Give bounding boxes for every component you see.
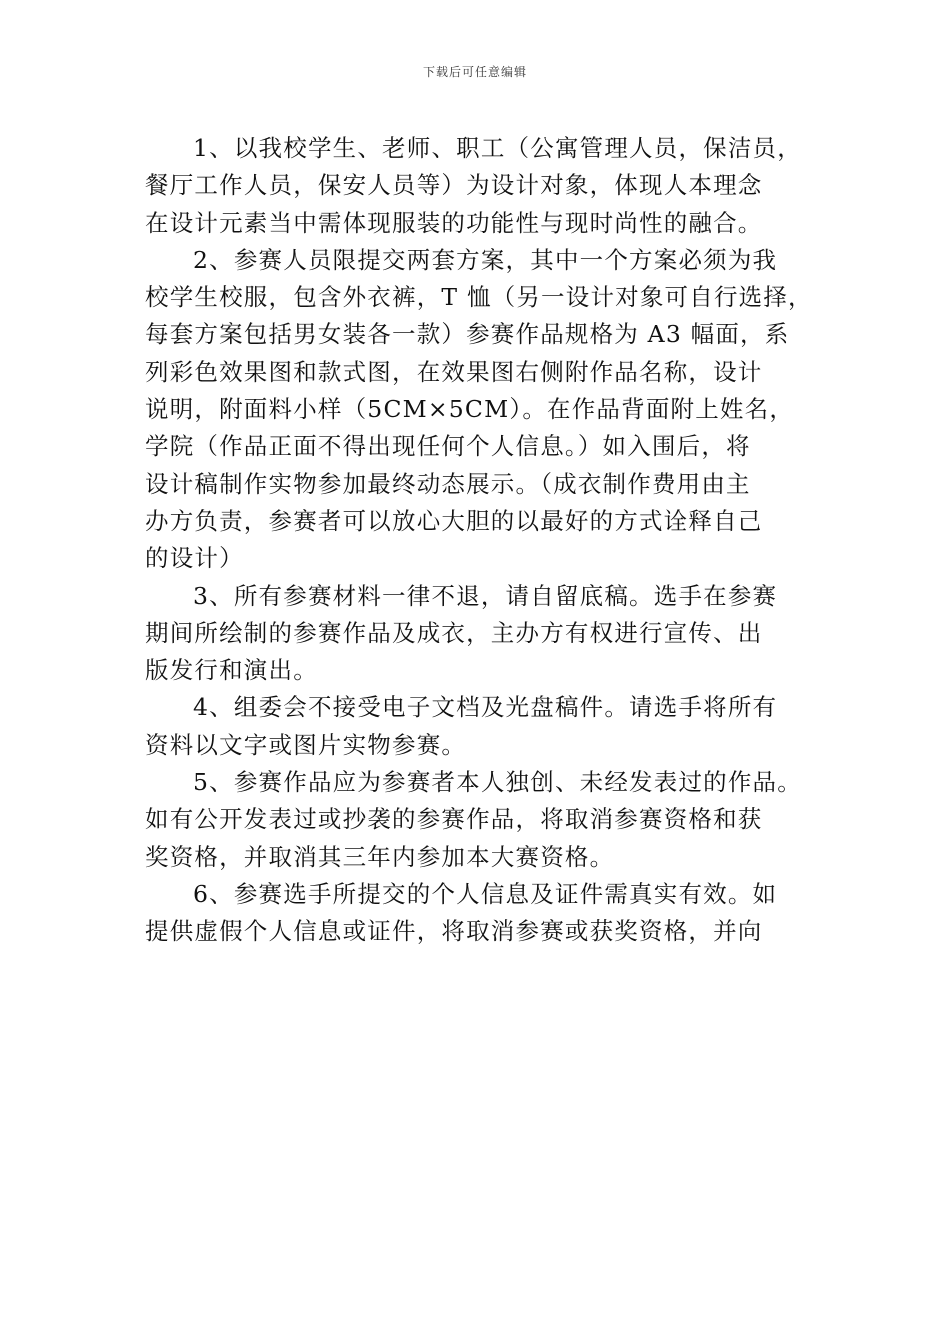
text-line: 的设计） bbox=[145, 544, 244, 573]
text-line: 4、组委会不接受电子文档及光盘稿件。请选手将所有 bbox=[193, 693, 778, 722]
text-line: 如有公开发表过或抄袭的参赛作品，将取消参赛资格和获 bbox=[145, 805, 763, 834]
text-line: 1、以我校学生、老师、职工（公寓管理人员，保洁员， bbox=[193, 134, 802, 162]
text-line: 奖资格，并取消其三年内参加本大赛资格。 bbox=[145, 842, 615, 871]
text-line: 说明，附面料小样（5CM×5CM）。在作品背面附上姓名， bbox=[145, 395, 795, 424]
text-line: 每套方案包括男女装各一款）参赛作品规格为 A3 幅面，系 bbox=[145, 320, 790, 349]
text-line: 学院（作品正面不得出现任何个人信息。）如入围后，将 bbox=[145, 432, 751, 461]
text-line: 期间所绘制的参赛作品及成衣，主办方有权进行宣传、出 bbox=[145, 618, 763, 647]
text-line: 设计稿制作实物参加最终动态展示。（成衣制作费用由主 bbox=[145, 469, 751, 498]
text-line: 在设计元素当中需体现服装的功能性与现时尚性的融合。 bbox=[145, 208, 763, 237]
text-line: 列彩色效果图和款式图，在效果图右侧附作品名称，设计 bbox=[145, 357, 763, 386]
text-line: 2、参赛人员限提交两套方案，其中一个方案必须为我 bbox=[193, 245, 778, 274]
document-body bbox=[145, 130, 835, 951]
text-line: 提供虚假个人信息或证件，将取消参赛或获奖资格，并向 bbox=[145, 917, 763, 946]
text-line: 6、参赛选手所提交的个人信息及证件需真实有效。如 bbox=[193, 879, 778, 908]
page-header: 下载后可任意编辑 bbox=[422, 65, 527, 79]
text-line: 餐厅工作人员，保安人员等）为设计对象，体现人本理念 bbox=[145, 171, 763, 200]
text-line: 版发行和演出。 bbox=[145, 656, 318, 685]
text-line: 办方负责，参赛者可以放心大胆的以最好的方式诠释自己 bbox=[145, 506, 763, 535]
text-line: 校学生校服，包含外衣裤，T 恤（另一设计对象可自行选择， bbox=[145, 283, 813, 312]
text-line: 5、参赛作品应为参赛者本人独创、未经发表过的作品。 bbox=[193, 768, 802, 797]
text-line: 资料以文字或图片实物参赛。 bbox=[145, 730, 467, 759]
text-line: 3、所有参赛材料一律不退，请自留底稿。选手在参赛 bbox=[193, 581, 778, 610]
